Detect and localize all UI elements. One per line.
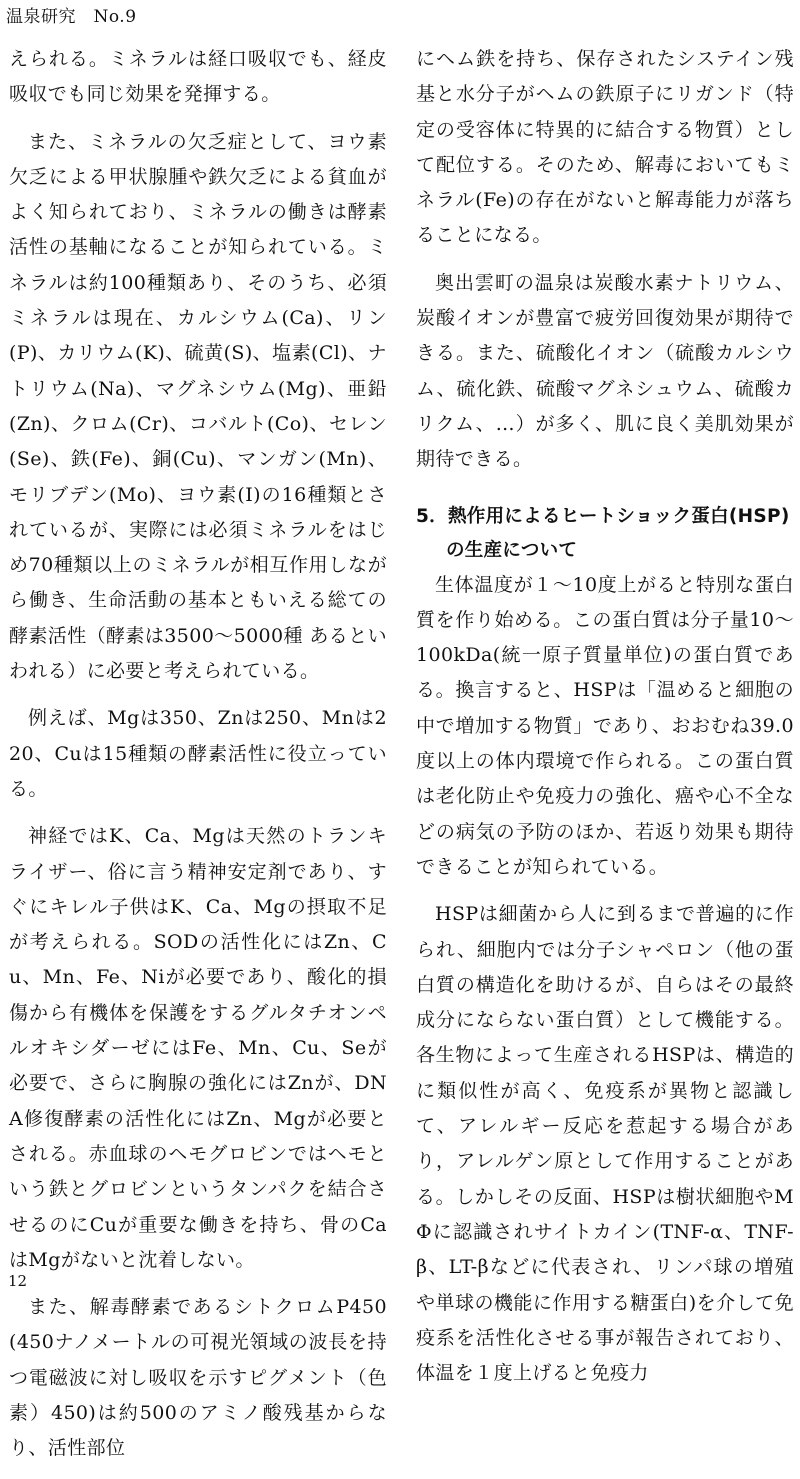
left-column (9, 42, 387, 1479)
body-paragraph: 例えば、Mgは350、Znは250、Mnは220、Cuは15種類の酵素活性に役立っている。 (9, 707, 387, 800)
body-paragraph: えられる。ミネラルは経口吸収でも、経皮吸収でも同じ効果を発揮する。 (9, 48, 387, 106)
section-heading-line-2: の生産について (446, 539, 578, 561)
page-number: 12 (8, 1272, 28, 1290)
section-heading-line-1: 5．熱作用によるヒートショック蛋白(HSP) (416, 505, 790, 527)
section-heading (416, 500, 794, 568)
body-paragraph: にヘム鉄を持ち、保存されたシステイン残基と水分子がヘムの鉄原子にリガンド（特定の受容体に特異的に結合する物質）として配位する。そのため、解毒においてもミネラル(Fe)の存在がないと解毒能力が落ちることになる。 (416, 48, 794, 247)
running-head: 温泉研究 No.9 (6, 7, 137, 27)
body-paragraph: 神経ではK、Ca、Mgは天然のトランキライザー、俗に言う精神安定剤であり、すぐにキレル子供はK、Ca、Mgの摂取不足が考えられる。SODの活性化にはZn、Cu、Mn、Fe、Niが必要であり、酸化的損傷から有機体を保護をするグルタチオンペルオキシダーゼにはFe、Mn、Cu、Seが必要で、さらに胸腺の強化にはZnが、DNA修復酵素の活性化にはZn、Mgが必要とされる。赤血球のヘモグロビンではヘモという鉄とグロビンというタンパクを結合させるのにCuが重要な働きを持ち、骨のCaはMgがないと沈着しない。 (9, 825, 387, 1271)
right-column (416, 42, 794, 1403)
body-paragraph: 奥出雲町の温泉は炭酸水素ナトリウム、炭酸イオンが豊富で疲労回復効果が期待できる。また、硫酸化イオン（硫酸カルシウム、硫化鉄、硫酸マグネシュウム、硫酸カリクム、…）が多く、肌に良く美肌効果が期待できる。 (416, 271, 794, 471)
body-paragraph: また、ミネラルの欠乏症として、ヨウ素欠乏による甲状腺腫や鉄欠乏による貧血がよく知られており、ミネラルの働きは酵素活性の基軸になることが知られている。ミネラルは約100種類あり、そのうち、必須ミネラルは現在、カルシウム(Ca)、リン(P)、カリウム(K)、硫黄(S)、塩素(Cl)、ナトリウム(Na)、マグネシウム(Mg)、亜鉛(Zn)、クロム(Cr)、コバルト(Co)、セレン(Se)、鉄(Fe)、銅(Cu)、マンガン(Mn)、モリブデン(Mo)、ヨウ素(I)の16種類とされているが、実際には必須ミネラルをはじめ70種類以上のミネラルが相互作用しながら働き、生命活動の基本ともいえる総ての酵素活性（酵素は3500～5000種 あるといわれる）に必要と考えられている。 (9, 130, 387, 683)
body-paragraph: 生体温度が１～10度上がると特別な蛋白質を作り始める。この蛋白質は分子量10～100kDa(統一原子質量単位)の蛋白質である。換言すると、HSPは「温めると細胞の中で増加する物質」であり、おおむね39.0度以上の体内環境で作られる。この蛋白質は老化防止や免疫力の強化、癌や心不全などの病気の予防のほか、若返り効果も期待できることが知られている。 (416, 573, 794, 878)
body-paragraph: HSPは細菌から人に到るまで普遍的に作られ、細胞内では分子シャペロン（他の蛋白質の構造化を助けるが、自らはその最終成分にならない蛋白質）として機能する。各生物によって生産されるHSPは、構造的に類似性が高く、免疫系が異物と認識して、アレルギー反応を惹起する場合があり，アレルゲン原として作用することがある。しかしその反面、HSPは樹状細胞やMΦに認識されサイトカイン(TNF-α、TNF-β、LT-βなどに代表され、リンパ球の増殖や単球の機能に作用する糖蛋白)を介して免疫系を活性化させる事が報告されており、体温を１度上げると免疫力 (416, 903, 794, 1385)
body-paragraph: また、解毒酵素であるシトクロムP450(450ナノメートルの可視光領域の波長を持つ電磁波に対し吸収を示すピグメント（色素）450)は約500のアミノ酸残基からなり、活性部位 (9, 1296, 387, 1460)
